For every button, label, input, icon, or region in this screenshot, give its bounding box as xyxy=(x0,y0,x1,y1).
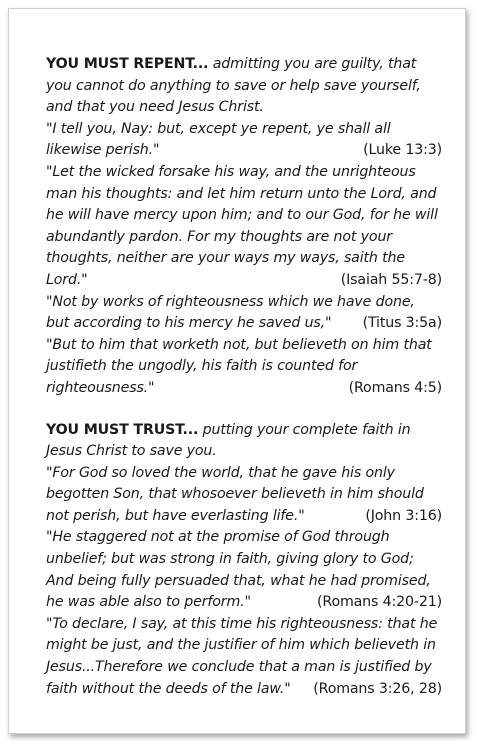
verse-text: "Not by works of righteousness which we have done, but according to his mercy he saved us," xyxy=(46,293,415,332)
verse-ref: (Romans 3:26, 28) xyxy=(313,680,442,697)
verse-text: "But to him that worketh not, but believeth on him that justifieth the ungodly, his faith is counted for righteousness." xyxy=(46,336,432,396)
repent-heading: YOU MUST REPENT... xyxy=(46,56,209,72)
verse-john xyxy=(46,463,442,528)
verse-ref: (Luke 13:3) xyxy=(363,142,442,159)
trust-heading: YOU MUST TRUST... xyxy=(46,421,199,438)
trust-intro-text: putting your complete faith in Jesus Christ to save you. xyxy=(46,421,411,460)
verse-romans-3-26 xyxy=(46,614,442,700)
verse-ref: (John 3:16) xyxy=(365,507,442,524)
trust-section xyxy=(46,420,442,701)
tract-content xyxy=(46,54,442,700)
verse-text: "I tell you, Nay: but, except ye repent, ye shall all likewise perish." xyxy=(46,120,391,159)
verse-ref: (Isaiah 55:7-8) xyxy=(340,271,442,288)
verse-text: "To declare, I say, at this time his righteousness: that he might be just, and the justifier of him which believeth in Jesus...Therefore we conclude that a man is justified by faith without the deeds of the law." xyxy=(46,615,438,697)
verse-ref: (Romans 4:5) xyxy=(348,379,442,396)
verse-ref: (Romans 4:20-21) xyxy=(316,594,442,611)
repent-section xyxy=(46,54,442,400)
trust-intro xyxy=(46,420,442,463)
verse-ref: (Titus 3:5a) xyxy=(362,315,442,332)
repent-intro xyxy=(46,54,442,119)
verse-text: "Let the wicked forsake his way, and the unrighteous man his thoughts: and let him return unto the Lord, and he will have mercy upon him; and to our God, for he will abundantly pardon. For my thoughts are not your thoughts, neither are your ways my ways, saith the Lord." xyxy=(46,163,438,288)
verse-isaiah xyxy=(46,162,442,292)
repent-intro-text: admitting you are guilty, that you cannot do anything to save or help save yourself, and that you need Jesus Christ. xyxy=(46,56,421,116)
verse-romans-4-5 xyxy=(46,335,442,400)
verse-romans-4-20 xyxy=(46,527,442,613)
verse-text: "For God so loved the world, that he gave his only begotten Son, that whosoever believeth in him should not perish, but have everlasting life." xyxy=(46,464,424,524)
verse-titus xyxy=(46,292,442,335)
verse-luke xyxy=(46,119,442,162)
verse-text: "He staggered not at the promise of God through unbelief; but was strong in faith, giving glory to God; And being fully persuaded that, what he had promised, he was able also to perform." xyxy=(46,529,431,611)
tract-card xyxy=(8,8,466,734)
